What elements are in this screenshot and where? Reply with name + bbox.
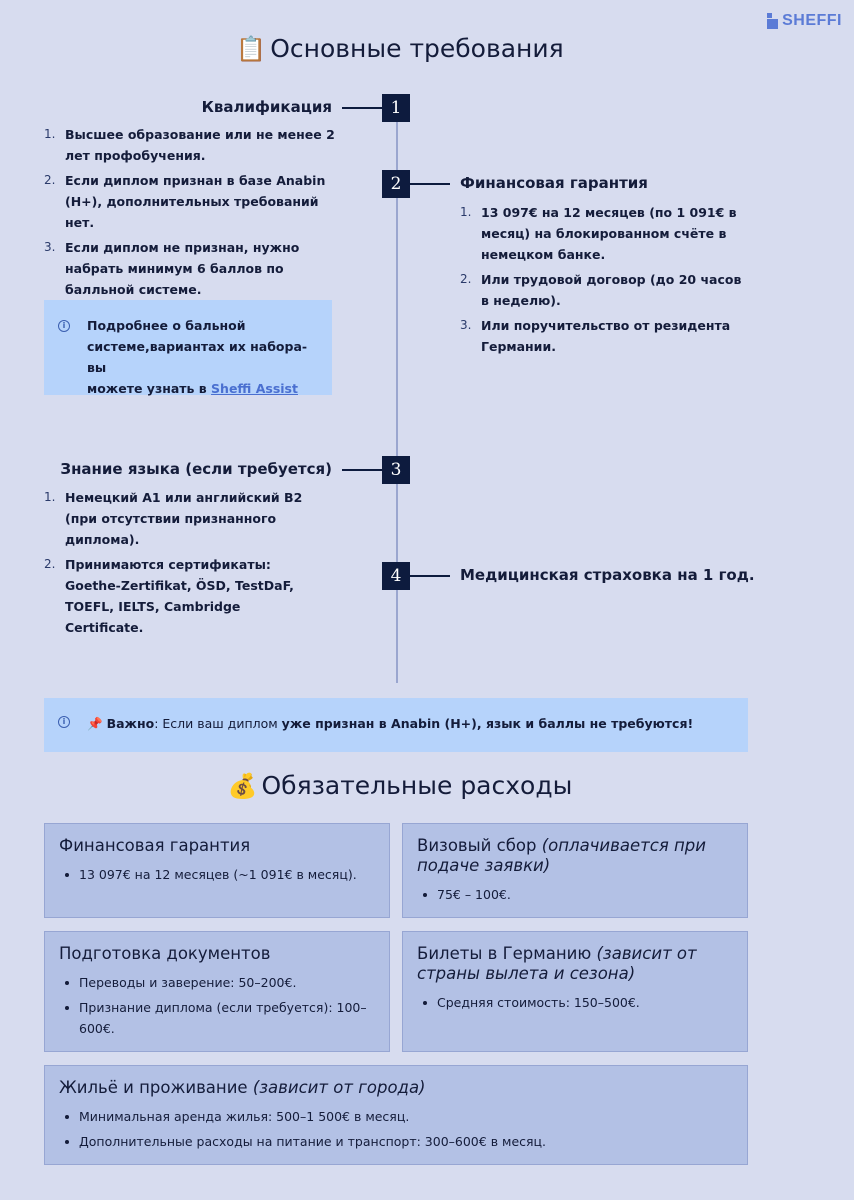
list-item: Признание диплома (если требуется): 100–600€. [59, 997, 375, 1039]
info-icon: i [58, 320, 70, 332]
list-item: 3. Или поручительство от резидента Германии. [460, 318, 731, 354]
step-connector-1 [342, 107, 382, 109]
step-number-2: 2 [382, 170, 410, 198]
step-connector-3 [342, 469, 382, 471]
step-number-4: 4 [382, 562, 410, 590]
clipboard-icon: 📋 [236, 35, 267, 63]
list-item: 1. 13 097€ на 12 месяцев (по 1 091€ в месяц) на блокированном счёте в немецком банке. [460, 205, 737, 262]
list-item: 3. Если диплом не признан, нужно набрать минимум 6 баллов по балльной системе. [44, 240, 300, 297]
list-item: Переводы и заверение: 50–200€. [59, 972, 375, 993]
list-item: Дополнительные расходы на питание и транспорт: 300–600€ в месяц. [59, 1131, 733, 1152]
list-item: Минимальная аренда жилья: 500–1 500€ в месяц. [59, 1106, 733, 1127]
list-item: 2. Если диплом признан в базе Anabin (H+), дополнительных требований нет. [44, 173, 326, 230]
list-item: Средняя стоимость: 150–500€. [417, 992, 733, 1013]
step-title-qualification: Квалификация [201, 98, 332, 116]
step-title-insurance: Медицинская страховка на 1 год. [460, 566, 755, 584]
list-item: 13 097€ на 12 месяцев (~1 091€ в месяц). [59, 864, 375, 885]
card-title: Финансовая гарантия [59, 836, 251, 855]
list-item: 2. Или трудовой договор (до 20 часов в неделю). [460, 272, 742, 308]
step-number-1: 1 [382, 94, 410, 122]
info-icon: i [58, 716, 70, 728]
qualification-list [44, 124, 344, 304]
card-title: Билеты в Германию (зависит от страны вылета и сезона) [417, 944, 697, 983]
financial-list [460, 202, 752, 361]
expense-card-financial [44, 823, 390, 918]
logo-mark-icon [767, 13, 779, 29]
step-title-language: Знание языка (если требуется) [60, 460, 332, 478]
expense-card-documents [44, 931, 390, 1052]
brand-name: SHEFFI [782, 12, 842, 29]
step-number-3: 3 [382, 456, 410, 484]
brand-logo [767, 12, 842, 30]
expenses-title: 💰 Обязательные расходы [227, 771, 573, 800]
card-title: Подготовка документов [59, 944, 271, 963]
sheffi-assist-link[interactable]: Sheffi Assist [211, 381, 298, 396]
step-connector-4 [410, 575, 450, 577]
requirements-title: 📋 Основные требования [236, 34, 564, 63]
language-list [44, 487, 314, 642]
important-banner: i 📌 Важно: Если ваш диплом уже признан в Anabin (H+), язык и баллы не требуются! [44, 698, 748, 752]
card-title: Жильё и проживание (зависит от города) [59, 1078, 426, 1097]
list-item: 1. Немецкий A1 или английский B2 (при отсутствии признанного диплома). [44, 490, 303, 547]
points-info-box: i Подробнее о бальной системе,вариантах их набора- вы можете узнать в Sheffi Assist [44, 300, 332, 395]
list-item: 75€ – 100€. [417, 884, 733, 905]
step-connector-2 [410, 183, 450, 185]
expense-card-visa-fee [402, 823, 748, 918]
money-bag-icon: 💰 [227, 772, 258, 800]
pin-icon: 📌 [87, 716, 103, 731]
expense-card-housing [44, 1065, 748, 1165]
list-item: 2. Принимаются сертификаты: Goethe-Zertifikat, ÖSD, TestDaF, TOEFL, IELTS, Cambridge Certificate. [44, 557, 294, 635]
card-title: Визовый сбор (оплачивается при подаче заявки) [417, 836, 706, 875]
step-title-financial: Финансовая гарантия [460, 174, 648, 192]
list-item: 1. Высшее образование или не менее 2 лет профобучения. [44, 127, 335, 163]
expense-card-tickets [402, 931, 748, 1052]
